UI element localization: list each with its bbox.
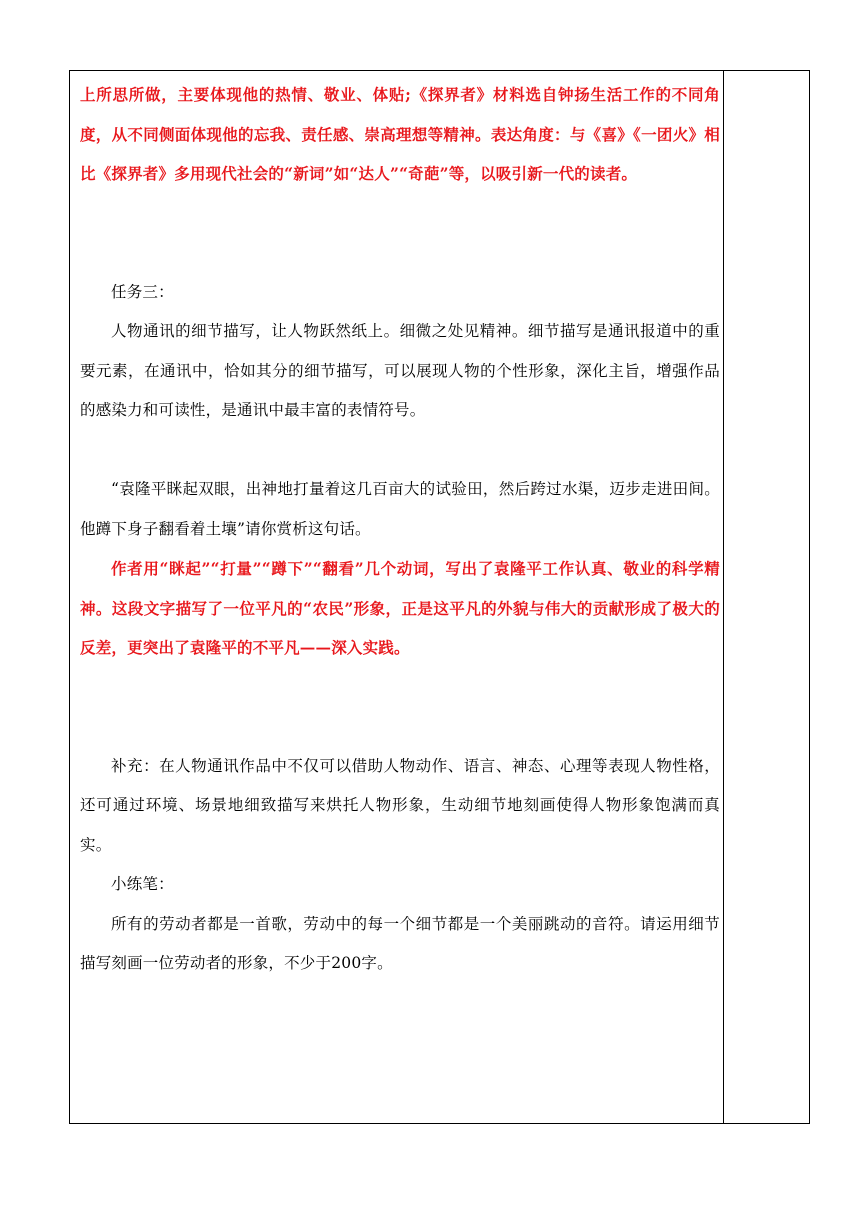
quote-question: “袁隆平眯起双眼，出神地打量着这几百亩大的试验田，然后跨过水渠，迈步走进田间。他蹲下身子翻看着土壤”请你赏析这句话。 (80, 480, 720, 538)
answer-paragraph-analysis: 作者用“眯起”“打量”“蹲下”“翻看”几个动词，写出了袁隆平工作认真、敬业的科学精神。这段文字描写了一位平凡的“农民”形象，正是这平凡的外貌与伟大的贡献形成了极大的反差，更突出了袁隆平的不平凡——深入实践。 (80, 559, 720, 657)
supplement-paragraph: 补充：在人物通讯作品中不仅可以借助人物动作、语言、神态、心理等表现人物性格，还可通过环境、场景地细致描写来烘托人物形象，生动细节地刻画使得人物形象饱满而真实。 (80, 756, 720, 854)
column-divider (723, 71, 724, 1123)
spacer (80, 668, 720, 747)
spacer (80, 194, 720, 273)
task3-heading: 任务三： (111, 282, 174, 301)
main-cell (80, 75, 720, 984)
document-table (69, 70, 810, 1124)
answer-paragraph-expression: 上所思所做，主要体现他的热情、敬业、体贴;《探界者》材料选自钟扬生活工作的不同角度，从不同侧面体现他的忘我、责任感、崇高理想等精神。表达角度：与《喜》《一团火》相比《探界者》多用现代社会的“新词”如“达人”“奇葩”等，以吸引新一代的读者。 (80, 85, 720, 183)
task3-body: 人物通讯的细节描写，让人物跃然纸上。细微之处见精神。细节描写是通讯报道中的重要元素，在通讯中，恰如其分的细节描写，可以展现人物的个性形象，深化主旨，增强作品的感染力和可读性，是通讯中最丰富的表情符号。 (80, 322, 720, 419)
practice-body: 所有的劳动者都是一首歌，劳动中的每一个细节都是一个美丽跳动的音符。请运用细节描写刻画一位劳动者的形象，不少于200字。 (80, 914, 720, 972)
practice-heading: 小练笔： (111, 875, 174, 893)
spacer (80, 431, 720, 471)
